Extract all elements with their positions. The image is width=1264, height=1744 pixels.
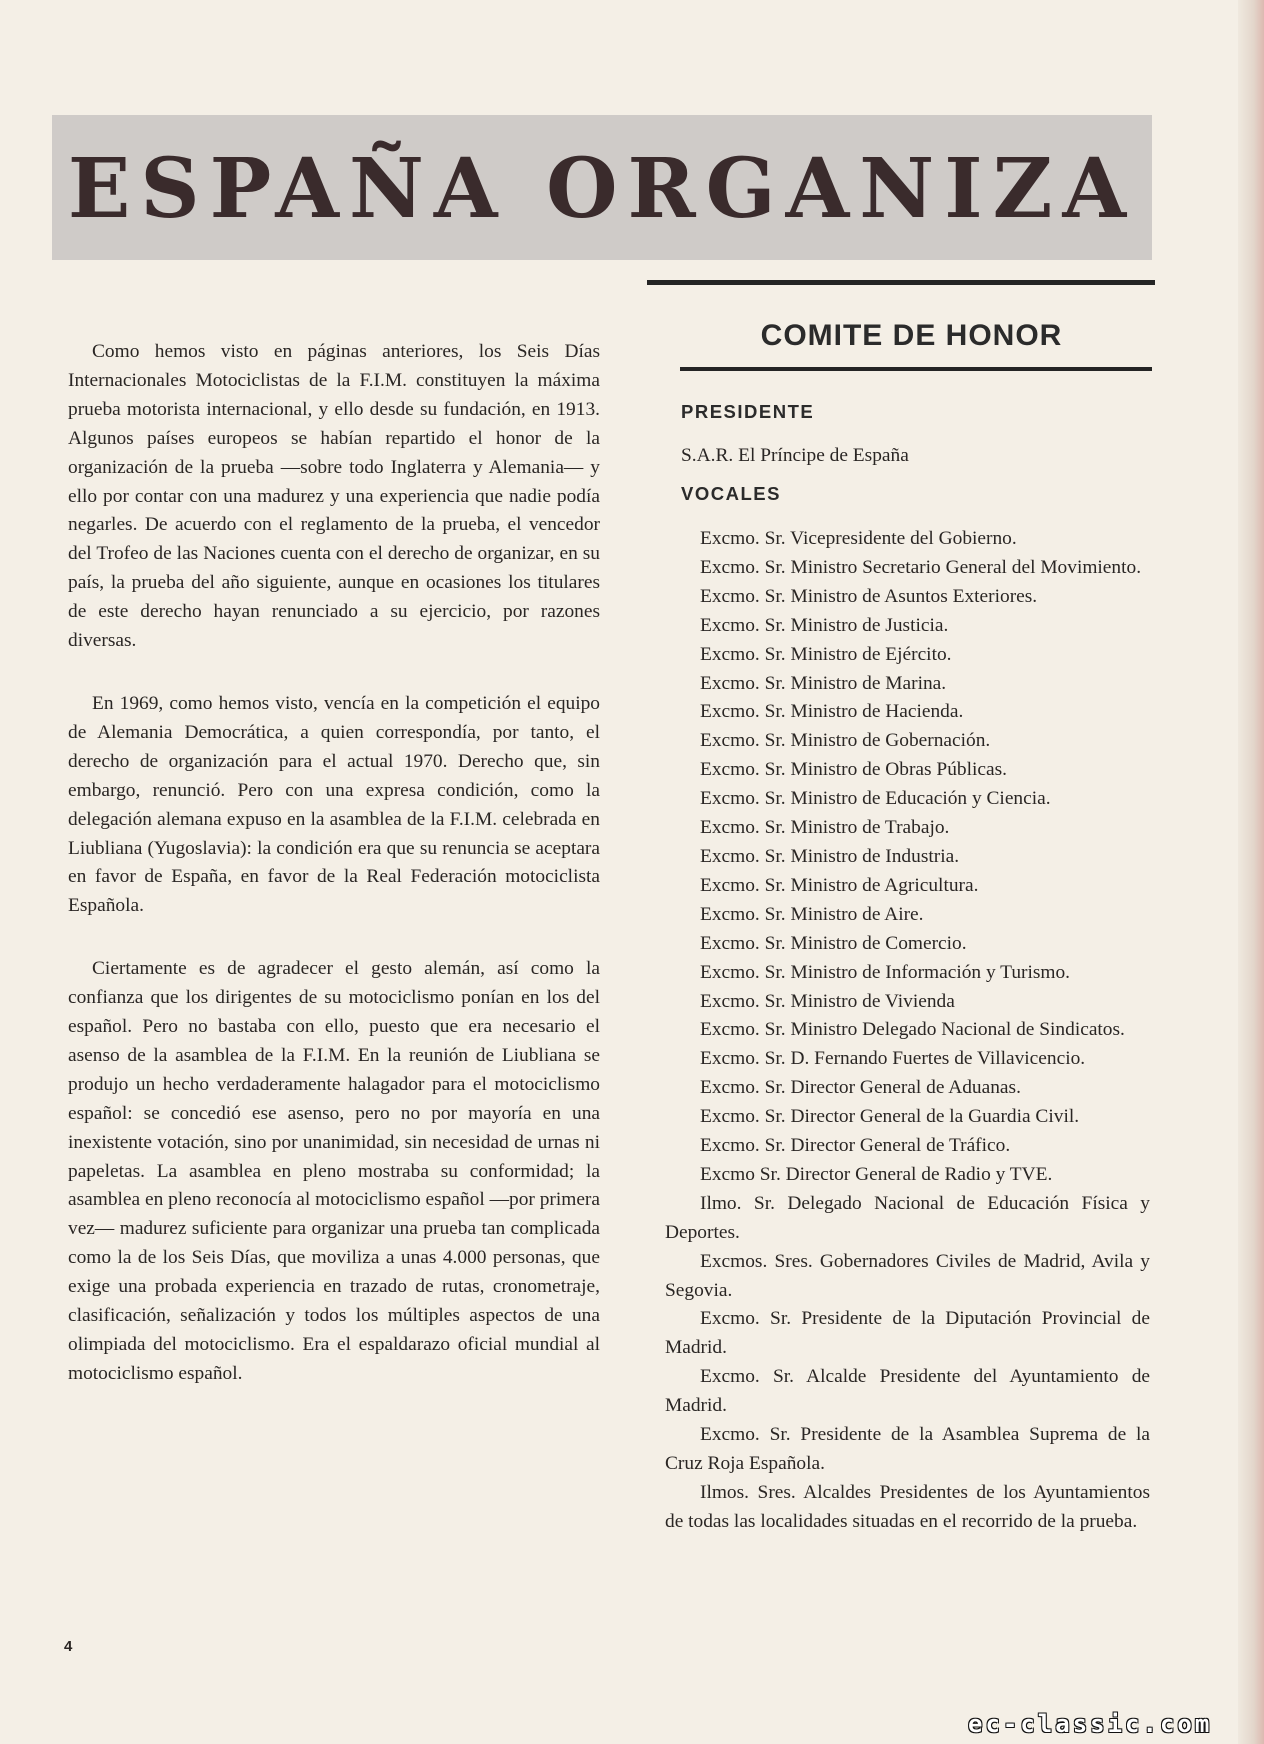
presidente-heading: PRESIDENTE xyxy=(681,401,815,422)
article-body xyxy=(68,338,600,1423)
vocal-entry: Excmo. Sr. Presidente de la Asamblea Suprema de la Cruz Roja Española. xyxy=(665,1424,1150,1474)
vocal-entry: Excmo. Sr. Presidente de la Diputación Provincial de Madrid. xyxy=(665,1308,1150,1359)
vocal-entry: Excmo. Sr. Ministro de Justicia. xyxy=(700,614,949,636)
vocal-entry: Excmo. Sr. Ministro de Industria. xyxy=(700,845,960,867)
vocal-entry: Excmo. Sr. Director General de la Guardia Civil. xyxy=(700,1106,1080,1128)
vocal-entry: Excmo. Sr. Ministro de Marina. xyxy=(700,672,947,694)
page-number: 4 xyxy=(64,1638,73,1655)
vocal-entry: Excmo. Sr. Ministro de Comercio. xyxy=(700,932,967,954)
vocal-entry: Excmo. Sr. Ministro de Trabajo. xyxy=(700,817,950,839)
page-title: ESPAÑA ORGANIZA xyxy=(67,141,1137,237)
vocal-entry: Excmo. Sr. Ministro de Gobernación. xyxy=(700,730,991,752)
article-paragraph: Ciertamente es de agradecer el gesto alemán, así como la confianza que los dirigentes de su motociclismo ponían en los del español. Pero no bastaba con ello, puesto que era necesario el asenso de la asamblea de la F.I.M. En la reunión de Liubliana se produjo un hecho verdaderamente halagador para el motociclismo español: se concedió ese asenso, pero no por mayoría en una inexistente votación, sino por unanimidad, sin necesidad de urnas ni papeletas. La asamblea en pleno mostraba su conformidad; la asamblea en pleno reconocía al motociclismo español —por primera vez— madurez suficiente para organizar una prueba tan complicada como la de los Seis Días, que moviliza a unas 4.000 personas, que exige una probada experiencia en trazado de rutas, cronometraje, clasificación, señalización y todos los múltiples aspectos de una olimpiada del motociclismo. Era el espaldarazo oficial mundial al motociclismo español. xyxy=(68,958,600,1384)
honor-committee xyxy=(645,280,1150,1537)
title-rule xyxy=(680,367,1152,371)
vocal-entry: Excmo. Sr. Vicepresidente del Gobierno. xyxy=(700,528,1017,549)
honor-committee-title: COMITE DE HONOR xyxy=(760,319,1063,352)
vocales-heading: VOCALES xyxy=(681,483,781,504)
presidente-name: S.A.R. El Príncipe de España xyxy=(681,445,909,466)
page-edge xyxy=(1238,0,1264,1744)
vocal-entry: Excmo. Sr. Ministro de Vivienda xyxy=(700,990,955,1012)
vocal-entry: Excmo. Sr. D. Fernando Fuertes de Villavicencio. xyxy=(700,1048,1086,1070)
vocal-entry: Ilmo. Sr. Delegado Nacional de Educación Física y Deportes. xyxy=(665,1192,1150,1243)
article-paragraph: Como hemos visto en páginas anteriores, los Seis Días Internacionales Motociclistas de la F.I.M. constituyen la máxima prueba motorista internacional, y ello desde su fundación, en 1913. Algunos países europeos se habían repartido el honor de la organización de la prueba —sobre todo Inglaterra y Alemania— y ello por contar con una madurez y una experiencia que nadie podía negarles. De acuerdo con el reglamento de la prueba, el vencedor del Trofeo de las Naciones cuenta con el derecho de organizar, en su país, la prueba del año siguiente, aunque en ocasiones los titulares de este derecho hayan renunciado a su ejercicio, por razones diversas. xyxy=(68,341,600,652)
vocal-entry: Excmo Sr. Director General de Radio y TVE. xyxy=(700,1163,1053,1185)
top-rule xyxy=(647,280,1155,285)
vocal-entry: Excmo. Sr. Ministro Secretario General del Movimiento. xyxy=(700,556,1142,578)
vocal-entry: Excmo. Sr. Ministro de Obras Públicas. xyxy=(700,759,1007,781)
title-banner xyxy=(52,115,1152,260)
vocal-entry: Excmo. Sr. Ministro de Asuntos Exteriores. xyxy=(700,585,1038,607)
vocal-entry: Excmos. Sres. Gobernadores Civiles de Madrid, Avila y Segovia. xyxy=(665,1250,1150,1301)
vocal-entry: Excmo. Sr. Ministro de Ejército. xyxy=(700,643,952,665)
article-paragraph: En 1969, como hemos visto, vencía en la competición el equipo de Alemania Democrática, a quien correspondía, por tanto, el derecho de organización para el actual 1970. Derecho que, sin embargo, renunció. Pero con una expresa condición, como la delegación alemana expuso en la asamblea de la F.I.M. celebrada en Liubliana (Yugoslavia): la condición era que su renuncia se aceptara en favor de España, en favor de la Real Federación motociclista Española. xyxy=(68,692,600,917)
vocal-entry: Excmo. Sr. Ministro de Agricultura. xyxy=(700,874,979,896)
vocal-entry: Ilmos. Sres. Alcaldes Presidentes de los Ayuntamientos de todas las localidades situadas en el recorrido de la prueba. xyxy=(665,1481,1150,1532)
vocal-entry: Excmo. Sr. Ministro de Educación y Ciencia. xyxy=(700,788,1051,810)
vocal-entry: Excmo. Sr. Ministro Delegado Nacional de Sindicatos. xyxy=(700,1019,1125,1041)
vocal-entry: Excmo. Sr. Director General de Tráfico. xyxy=(700,1135,1011,1157)
vocal-entry: Excmo. Sr. Ministro de Aire. xyxy=(700,903,924,925)
vocal-entry: Excmo. Sr. Ministro de Información y Turismo. xyxy=(700,961,1071,983)
watermark: ec-classic.com xyxy=(968,1710,1213,1738)
vocal-entry: Excmo. Sr. Director General de Aduanas. xyxy=(700,1077,1021,1099)
vocal-entry: Excmo. Sr. Alcalde Presidente del Ayuntamiento de Madrid. xyxy=(665,1366,1150,1417)
vocales-list xyxy=(645,525,1150,1537)
vocal-entry: Excmo. Sr. Ministro de Hacienda. xyxy=(700,701,964,723)
